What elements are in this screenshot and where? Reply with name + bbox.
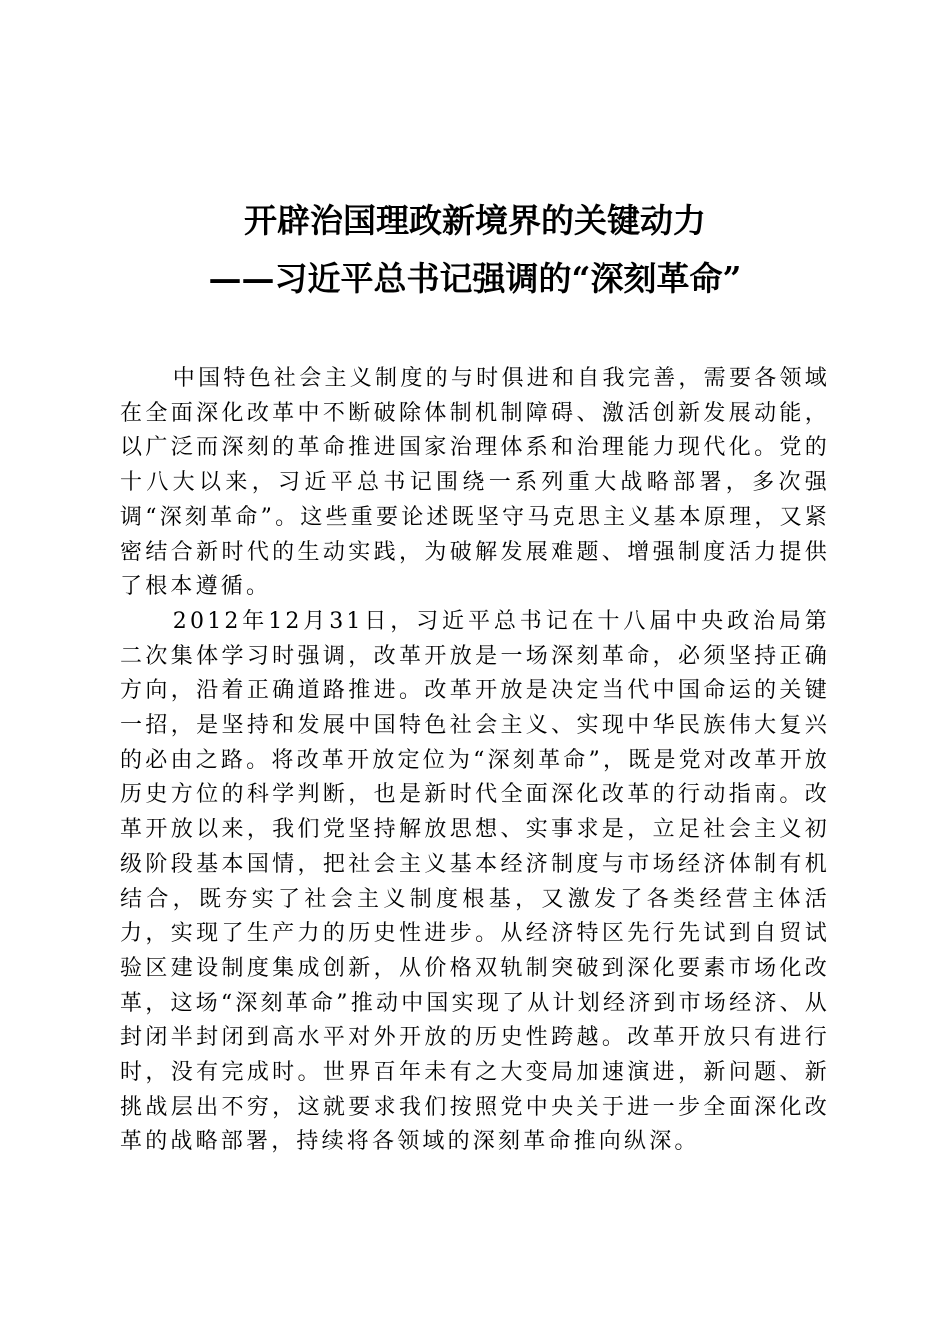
document-subtitle: ——习近平总书记强调的“深刻革命”	[208, 259, 742, 298]
paragraph-1: 中国特色社会主义制度的与时俱进和自我完善，需要各领域在全面深化改革中不断破除体制机制障碍、激活创新发展动能，以广泛而深刻的革命推进国家治理体系和治理能力现代化。党的十八大以来，习近平总书记围绕一系列重大战略部署，多次强调“深刻革命”。这些重要论述既坚守马克思主义基本原理，又紧密结合新时代的生动实践，为破解发展难题、增强制度活力提供了根本遵循。	[120, 366, 830, 600]
title-block	[0, 192, 950, 308]
document-body	[120, 362, 830, 1160]
document-title: 开辟治国理政新境界的关键动力	[244, 201, 706, 240]
paragraph-2: 2012年12月31日，习近平总书记在十八届中央政治局第二次集体学习时强调，改革开放是一场深刻革命，必须坚持正确方向，沿着正确道路推进。改革开放是决定当代中国命运的关键一招，是坚持和发展中国特色社会主义、实现中华民族伟大复兴的必由之路。将改革开放定位为“深刻革命”，既是党对改革开放历史方位的科学判断，也是新时代全面深化改革的行动指南。改革开放以来，我们党坚持解放思想、实事求是，立足社会主义初级阶段基本国情，把社会主义基本经济制度与市场经济体制有机结合，既夯实了社会主义制度根基，又激发了各类经营主体活力，实现了生产力的历史性进步。从经济特区先行先试到自贸试验区建设制度集成创新，从价格双轨制突破到深化要素市场化改革，这场“深刻革命”推动中国实现了从计划经济到市场经济、从封闭半封闭到高水平对外开放的历史性跨越。改革开放只有进行时，没有完成时。世界百年未有之大变局加速演进，新问题、新挑战层出不穷，这就要求我们按照党中央关于进一步全面深化改革的战略部署，持续将各领域的深刻革命推向纵深。	[120, 608, 830, 1155]
